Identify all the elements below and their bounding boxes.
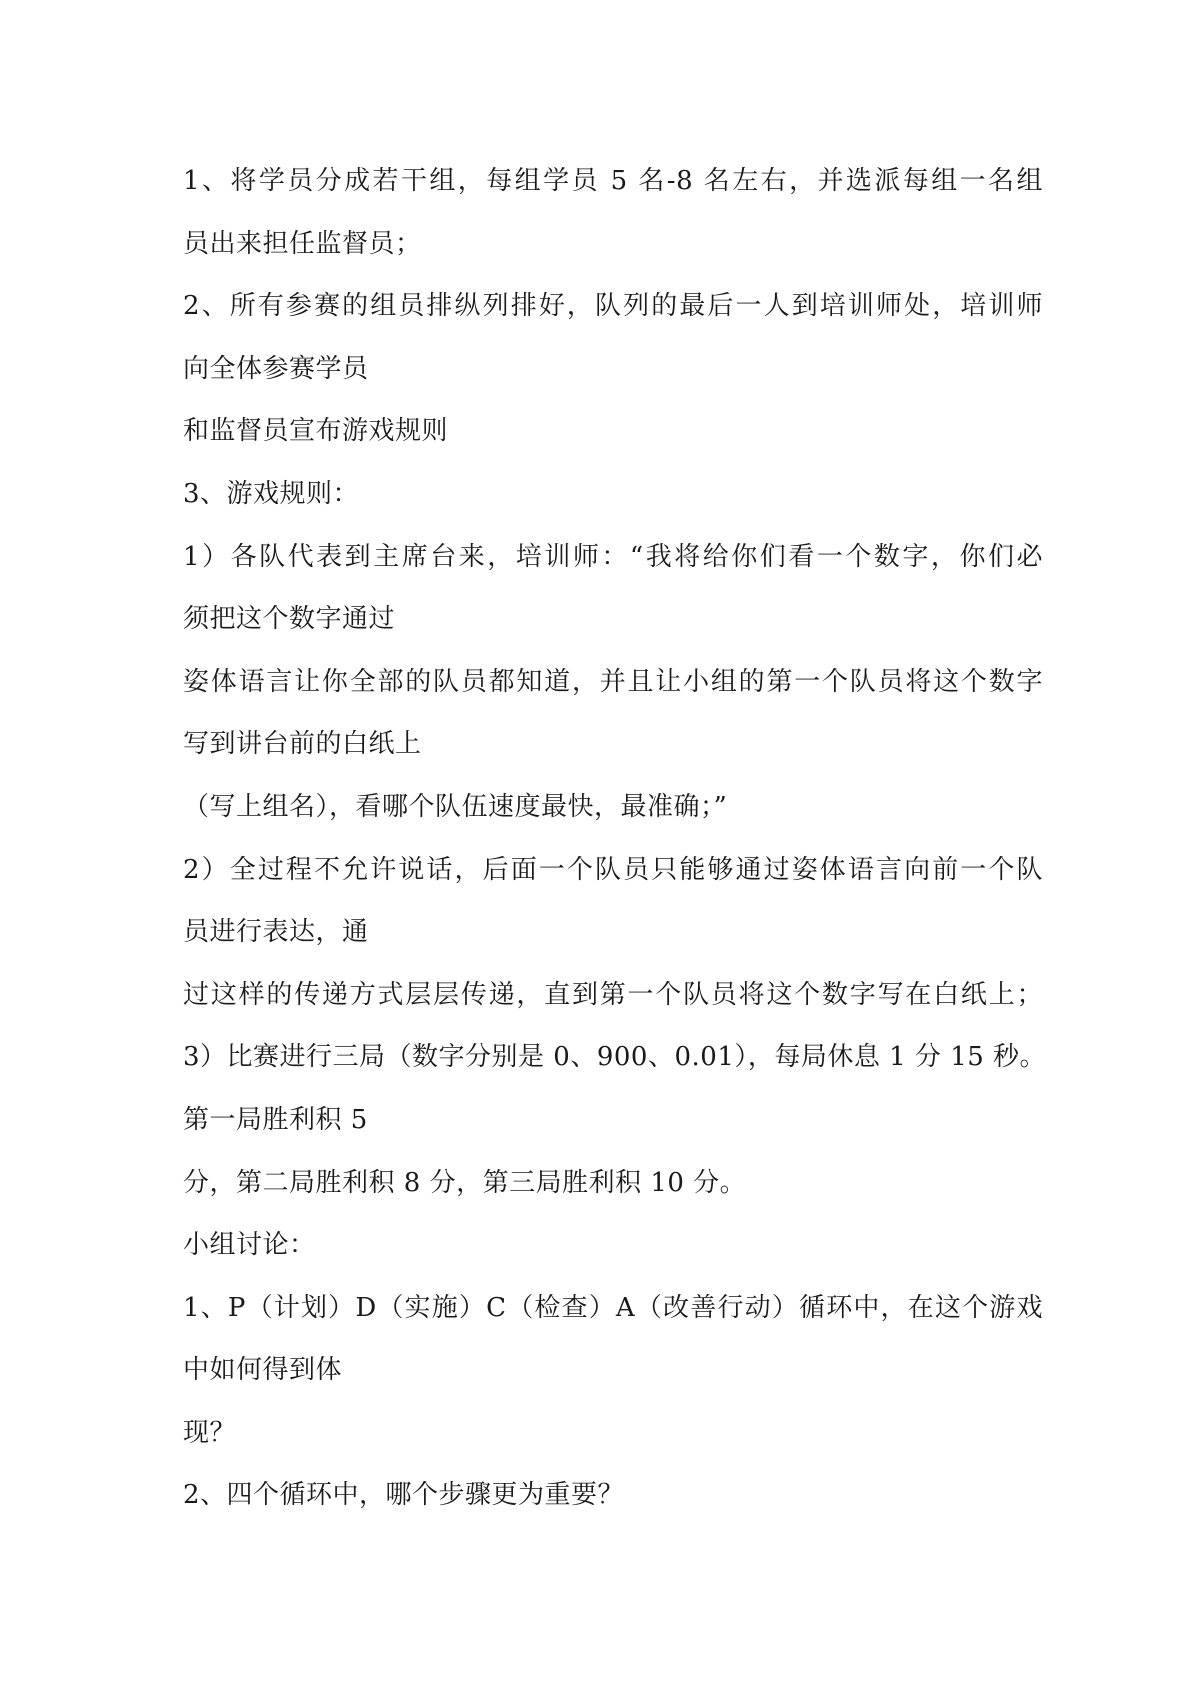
text-line: 小组讨论： bbox=[183, 1230, 316, 1261]
text-line: 2）全过程不允许说话，后面一个队员只能够通过姿体语言向前一个队 bbox=[183, 854, 1043, 885]
text-line: 姿体语言让你全部的队员都知道，并且让小组的第一个队员将这个数字 bbox=[183, 666, 1043, 697]
text-line: 向全体参赛学员 bbox=[183, 353, 369, 384]
text-line: 1、将学员分成若干组，每组学员 5 名-8 名左右，并选派每组一名组 bbox=[183, 166, 1043, 196]
text-line: 第一局胜利积 5 bbox=[183, 1104, 368, 1135]
text-line: 员出来担任监督员； bbox=[183, 228, 422, 259]
text-line: 写到讲台前的白纸上 bbox=[183, 729, 422, 760]
text-line: （写上组名），看哪个队伍速度最快，最准确；” bbox=[183, 791, 728, 822]
text-line: 中如何得到体 bbox=[183, 1355, 343, 1386]
text-line: 1、P（计划）D（实施）C（检查）A（改善行动）循环中，在这个游戏 bbox=[183, 1292, 1043, 1323]
text-line: 2、所有参赛的组员排纵列排好，队列的最后一人到培训师处，培训师 bbox=[183, 291, 1043, 322]
text-line: 和监督员宣布游戏规则 bbox=[183, 416, 449, 447]
text-line: 过这样的传递方式层层传递，直到第一个队员将这个数字写在白纸上； bbox=[183, 979, 1043, 1010]
text-line: 1）各队代表到主席台来，培训师：“我将给你们看一个数字，你们必 bbox=[183, 541, 1043, 572]
text-line: 分，第二局胜利积 8 分，第三局胜利积 10 分。 bbox=[183, 1167, 747, 1198]
text-line: 须把这个数字通过 bbox=[183, 604, 396, 635]
document-body bbox=[183, 150, 1047, 1527]
text-line: 现？ bbox=[183, 1417, 237, 1448]
text-line: 3）比赛进行三局（数字分别是 0、900、0.01），每局休息 1 分 15 秒。 bbox=[183, 1042, 1047, 1073]
text-line: 2、四个循环中，哪个步骤更为重要？ bbox=[183, 1480, 625, 1511]
text-line: 3、游戏规则： bbox=[183, 478, 360, 509]
text-line: 员进行表达，通 bbox=[183, 917, 369, 948]
